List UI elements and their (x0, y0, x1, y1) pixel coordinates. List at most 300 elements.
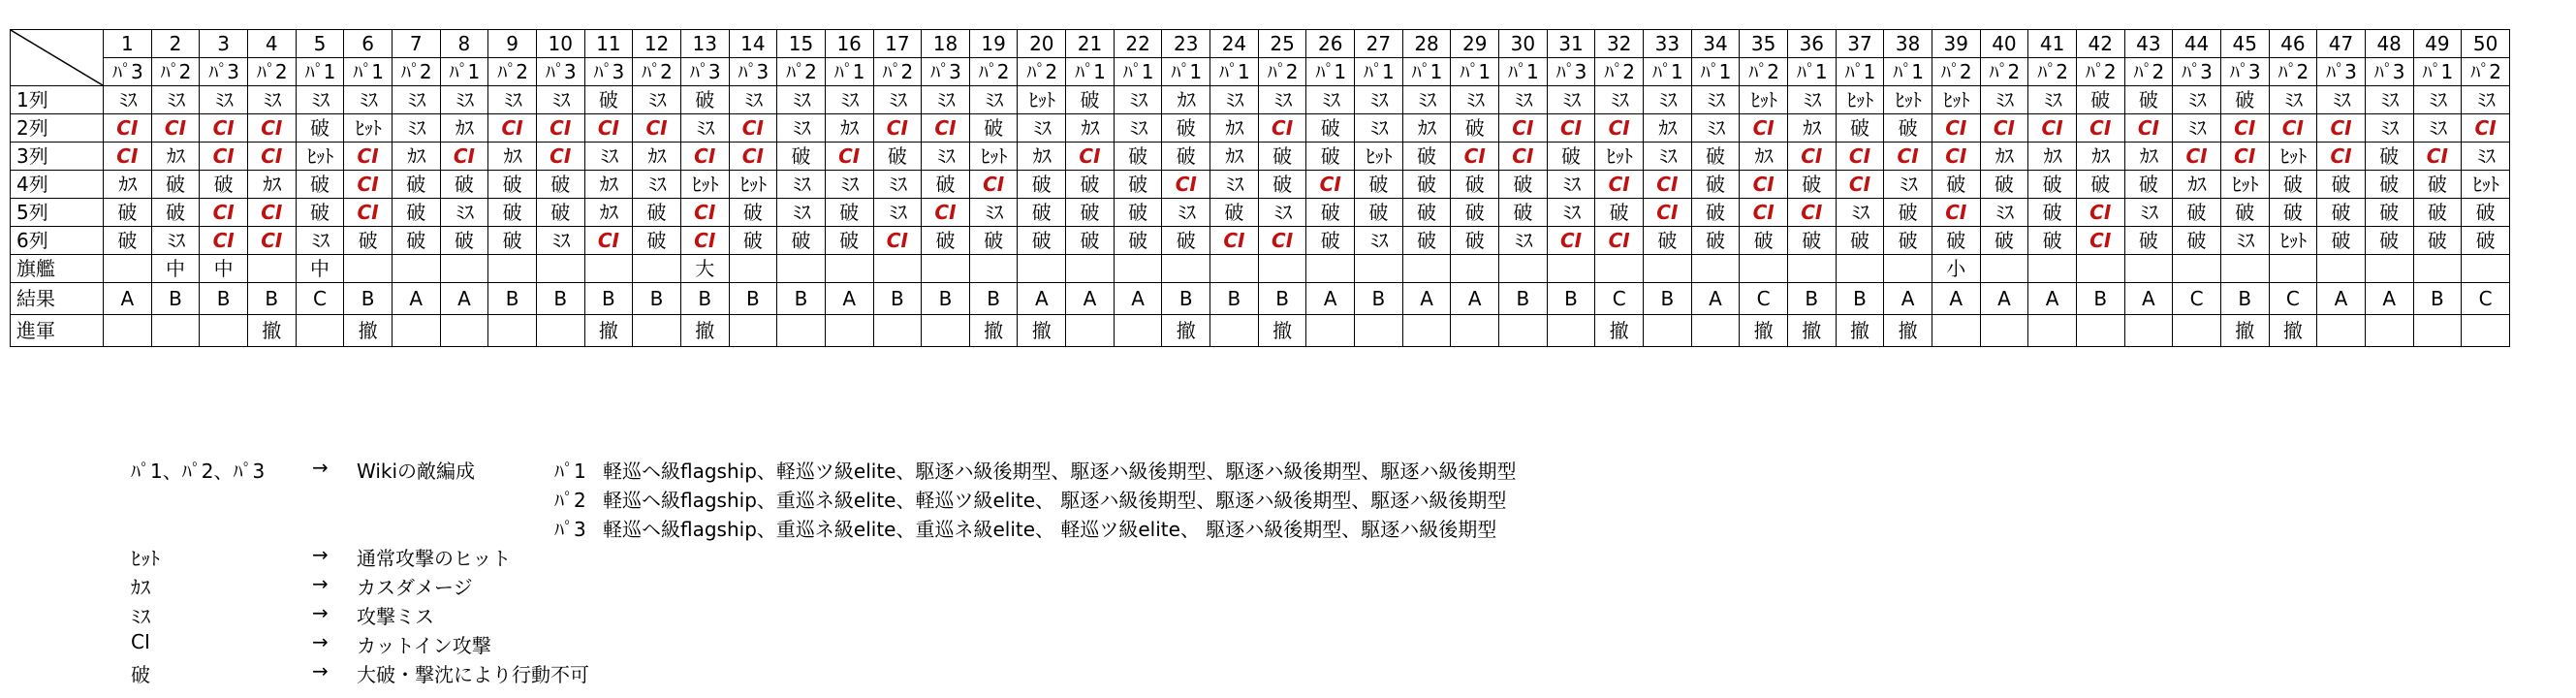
result-cell: A (2317, 283, 2366, 315)
attack-cell: CI (584, 114, 633, 143)
attack-cell: 破 (344, 227, 393, 255)
term-desc: 攻撃ミス (357, 605, 434, 628)
attack-cell: 破 (729, 199, 777, 227)
attack-cell: ﾐｽ (2365, 114, 2413, 143)
advance-cell (873, 315, 922, 347)
attack-cell: 破 (633, 227, 681, 255)
attack-cell: 破 (1066, 171, 1115, 199)
attack-cell: ﾐｽ (392, 86, 440, 114)
attack-cell: ﾐｽ (536, 86, 584, 114)
column-number: 18 (922, 30, 970, 58)
attack-cell: ﾐｽ (922, 86, 970, 114)
attack-cell: 破 (1355, 171, 1403, 199)
pattern-cell: ﾊﾟ3 (2220, 58, 2269, 86)
result-cell: A (1980, 283, 2028, 315)
result-cell: B (344, 283, 393, 315)
column-number: 16 (825, 30, 873, 58)
attack-cell: ｶｽ (1740, 143, 1788, 171)
attack-cell: CI (488, 114, 537, 143)
column-number: 41 (2028, 30, 2077, 58)
flagship-cell: 中 (151, 255, 200, 283)
flagship-cell (1210, 255, 1259, 283)
attack-cell: CI (1740, 171, 1788, 199)
advance-cell (440, 315, 488, 347)
attack-cell: 破 (1451, 227, 1499, 255)
attack-cell: CI (969, 171, 1018, 199)
attack-cell: ｶｽ (2124, 143, 2173, 171)
attack-cell: 破 (1162, 143, 1210, 171)
result-cell: C (2462, 283, 2510, 315)
attack-cell: CI (2173, 143, 2221, 171)
attack-cell: 破 (1066, 86, 1115, 114)
result-cell: A (1114, 283, 1162, 315)
attack-cell: 破 (296, 171, 344, 199)
pattern-cell: ﾊﾟ1 (1402, 58, 1451, 86)
flagship-cell (440, 255, 488, 283)
table-row (11, 86, 2510, 114)
attack-cell: 破 (1114, 143, 1162, 171)
attack-cell: CI (2269, 114, 2317, 143)
attack-cell: CI (1740, 199, 1788, 227)
flagship-cell (1644, 255, 1692, 283)
attack-cell: ﾐｽ (1499, 227, 1548, 255)
column-number: 28 (1402, 30, 1451, 58)
advance-cell (1499, 315, 1548, 347)
column-number: 43 (2124, 30, 2173, 58)
result-cell: B (1499, 283, 1548, 315)
advance-cell (296, 315, 344, 347)
attack-cell: ﾐｽ (104, 86, 152, 114)
advance-cell (1691, 315, 1740, 347)
corner-cell (11, 30, 104, 86)
row-label: 2列 (11, 114, 104, 143)
attack-cell: 破 (1355, 199, 1403, 227)
column-number: 14 (729, 30, 777, 58)
column-number: 5 (296, 30, 344, 58)
attack-cell: 破 (1402, 227, 1451, 255)
attack-cell: ﾐｽ (2028, 86, 2077, 114)
attack-cell: ﾐｽ (2365, 86, 2413, 114)
result-cell: A (2365, 283, 2413, 315)
attack-cell: ﾐｽ (151, 227, 200, 255)
legend-arrow: → (312, 659, 329, 682)
result-cell: B (247, 283, 296, 315)
attack-cell: 破 (296, 114, 344, 143)
attack-cell: 破 (1787, 227, 1836, 255)
attack-cell: ﾋｯﾄ (1355, 143, 1403, 171)
attack-cell: 破 (1884, 199, 1932, 227)
attack-cell: CI (584, 227, 633, 255)
pattern-cell: ﾊﾟ2 (151, 58, 200, 86)
attack-cell: 破 (2413, 171, 2462, 199)
legend-arrow: → (312, 456, 329, 479)
attack-cell: ﾐｽ (1547, 86, 1595, 114)
attack-cell: 破 (969, 227, 1018, 255)
pattern-cell: ﾊﾟ2 (633, 58, 681, 86)
row-label: 結果 (11, 283, 104, 315)
row-label: 3列 (11, 143, 104, 171)
flagship-cell (1402, 255, 1451, 283)
advance-cell: 撤 (1595, 315, 1644, 347)
pattern-cell: ﾊﾟ2 (488, 58, 537, 86)
flagship-cell (1836, 255, 1884, 283)
result-cell: A (440, 283, 488, 315)
attack-cell: ｶｽ (1402, 114, 1451, 143)
result-cell: A (1066, 283, 1115, 315)
attack-cell: ﾐｽ (1162, 199, 1210, 227)
attack-cell: ﾐｽ (633, 171, 681, 199)
attack-cell: CI (2220, 143, 2269, 171)
attack-cell: ﾐｽ (825, 86, 873, 114)
flagship-cell (1306, 255, 1355, 283)
flagship-cell (2269, 255, 2317, 283)
advance-row (11, 315, 2510, 347)
flagship-cell (873, 255, 922, 283)
attack-cell: 破 (2076, 171, 2124, 199)
attack-cell: ｶｽ (440, 114, 488, 143)
table-row (11, 171, 2510, 199)
flagship-cell (633, 255, 681, 283)
attack-cell: ﾋｯﾄ (2220, 171, 2269, 199)
attack-cell: 破 (2413, 199, 2462, 227)
attack-cell: ﾐｽ (2173, 86, 2221, 114)
attack-cell: 破 (1114, 171, 1162, 199)
result-cell: B (536, 283, 584, 315)
attack-cell: CI (247, 114, 296, 143)
advance-cell (200, 315, 248, 347)
attack-cell: ﾐｽ (1210, 171, 1259, 199)
attack-cell: CI (1258, 227, 1306, 255)
attack-cell: ﾐｽ (151, 86, 200, 114)
attack-cell: 破 (1018, 227, 1066, 255)
attack-cell: 破 (873, 143, 922, 171)
pattern-desc: 軽巡ヘ級flagship、重巡ネ級elite、軽巡ツ級elite、 駆逐ハ級後期型、駆逐ハ級後期型、駆逐ハ級後期型 (603, 489, 1507, 512)
column-number: 3 (200, 30, 248, 58)
column-number: 33 (1644, 30, 1692, 58)
result-cell: B (1355, 283, 1403, 315)
attack-cell: 破 (825, 227, 873, 255)
advance-cell: 撤 (2220, 315, 2269, 347)
flagship-cell (2220, 255, 2269, 283)
advance-cell (633, 315, 681, 347)
attack-cell: 破 (1018, 199, 1066, 227)
column-number: 6 (344, 30, 393, 58)
advance-cell (151, 315, 200, 347)
attack-cell: 破 (1787, 171, 1836, 199)
legend-arrow: → (312, 630, 329, 653)
attack-cell: 破 (440, 171, 488, 199)
pattern-cell: ﾊﾟ2 (1258, 58, 1306, 86)
attack-cell: CI (1932, 199, 1980, 227)
attack-cell: 破 (2462, 227, 2510, 255)
flagship-cell (104, 255, 152, 283)
attack-cell: ﾐｽ (1787, 86, 1836, 114)
attack-cell: ﾐｽ (200, 86, 248, 114)
attack-cell: CI (2076, 114, 2124, 143)
attack-cell: 破 (1740, 227, 1788, 255)
attack-cell: 破 (1595, 199, 1644, 227)
attack-cell: 破 (2076, 86, 2124, 114)
attack-cell: CI (680, 143, 729, 171)
attack-cell: ｶｽ (1644, 114, 1692, 143)
attack-cell: 破 (1018, 171, 1066, 199)
flagship-cell (1787, 255, 1836, 283)
advance-cell (2317, 315, 2366, 347)
pattern-cell: ﾊﾟ1 (296, 58, 344, 86)
attack-cell: CI (344, 143, 393, 171)
attack-cell: ﾋｯﾄ (729, 171, 777, 199)
attack-cell: CI (440, 143, 488, 171)
result-cell: A (1451, 283, 1499, 315)
attack-cell: CI (1451, 143, 1499, 171)
result-cell: B (1210, 283, 1259, 315)
column-number: 49 (2413, 30, 2462, 58)
advance-cell (1980, 315, 2028, 347)
attack-cell: 破 (1162, 227, 1210, 255)
attack-cell: ﾐｽ (488, 86, 537, 114)
advance-cell (2462, 315, 2510, 347)
column-number: 26 (1306, 30, 1355, 58)
attack-cell: 破 (1836, 227, 1884, 255)
flagship-cell (1355, 255, 1403, 283)
advance-cell (1114, 315, 1162, 347)
result-cell: B (200, 283, 248, 315)
attack-cell: ﾐｽ (1644, 143, 1692, 171)
flagship-cell (969, 255, 1018, 283)
result-cell: B (584, 283, 633, 315)
result-cell: B (1258, 283, 1306, 315)
attack-cell: ｶｽ (1210, 143, 1259, 171)
flagship-cell (1980, 255, 2028, 283)
attack-cell: 破 (488, 199, 537, 227)
attack-cell: ﾋｯﾄ (1018, 86, 1066, 114)
attack-cell: ﾐｽ (1691, 86, 1740, 114)
flagship-cell (488, 255, 537, 283)
flagship-cell (392, 255, 440, 283)
advance-cell (1402, 315, 1451, 347)
attack-cell: ﾐｽ (2413, 114, 2462, 143)
attack-cell: 破 (1932, 227, 1980, 255)
attack-cell: 破 (2462, 199, 2510, 227)
attack-cell: 破 (1114, 227, 1162, 255)
legend-patterns-key: ﾊﾟ1、ﾊﾟ2、ﾊﾟ3 (131, 460, 266, 483)
header-row-patterns (11, 58, 2510, 86)
advance-cell (488, 315, 537, 347)
attack-cell: 破 (200, 171, 248, 199)
attack-cell: CI (1547, 227, 1595, 255)
attack-cell: 破 (104, 227, 152, 255)
attack-cell: ﾋｯﾄ (1740, 86, 1788, 114)
attack-cell: ｶｽ (488, 143, 537, 171)
attack-cell: 破 (1114, 199, 1162, 227)
result-cell: B (729, 283, 777, 315)
attack-cell: 破 (2365, 227, 2413, 255)
result-cell: B (873, 283, 922, 315)
pattern-cell: ﾊﾟ2 (1018, 58, 1066, 86)
attack-cell: CI (200, 143, 248, 171)
attack-cell: 破 (1162, 114, 1210, 143)
attack-cell: 破 (1306, 143, 1355, 171)
pattern-cell: ﾊﾟ1 (1691, 58, 1740, 86)
result-cell: C (2269, 283, 2317, 315)
advance-cell: 撤 (1018, 315, 1066, 347)
pattern-cell: ﾊﾟ2 (2462, 58, 2510, 86)
flagship-cell (1451, 255, 1499, 283)
flagship-cell (1018, 255, 1066, 283)
attack-cell: ﾐｽ (2220, 227, 2269, 255)
attack-cell: ﾐｽ (633, 86, 681, 114)
table-row (11, 143, 2510, 171)
result-cell: B (2220, 283, 2269, 315)
attack-cell: 破 (1932, 171, 1980, 199)
pattern-cell: ﾊﾟ1 (1836, 58, 1884, 86)
advance-cell (1210, 315, 1259, 347)
attack-cell: ﾐｽ (2317, 86, 2366, 114)
flagship-cell (344, 255, 393, 283)
term-desc: 通常攻撃のヒット (357, 547, 512, 570)
attack-cell: 破 (2365, 171, 2413, 199)
attack-cell: 破 (1499, 199, 1548, 227)
attack-cell: CI (247, 199, 296, 227)
column-number: 36 (1787, 30, 1836, 58)
attack-cell: CI (1932, 114, 1980, 143)
flagship-cell: 大 (680, 255, 729, 283)
column-number: 8 (440, 30, 488, 58)
column-number: 30 (1499, 30, 1548, 58)
pattern-cell: ﾊﾟ3 (922, 58, 970, 86)
attack-cell: ﾐｽ (1258, 86, 1306, 114)
attack-cell: CI (1258, 114, 1306, 143)
attack-cell: CI (1980, 114, 2028, 143)
attack-cell: CI (344, 199, 393, 227)
attack-cell: ｶｽ (584, 199, 633, 227)
advance-cell: 撤 (1162, 315, 1210, 347)
attack-cell: ﾋｯﾄ (969, 143, 1018, 171)
attack-cell: 破 (680, 86, 729, 114)
attack-cell: ﾐｽ (873, 199, 922, 227)
attack-cell: 破 (2365, 199, 2413, 227)
attack-cell: CI (1836, 171, 1884, 199)
attack-cell: 破 (1402, 171, 1451, 199)
column-number: 39 (1932, 30, 1980, 58)
attack-cell: ﾐｽ (392, 114, 440, 143)
term-desc: カットイン攻撃 (357, 634, 491, 657)
column-number: 1 (104, 30, 152, 58)
attack-cell: CI (922, 114, 970, 143)
flagship-cell (2076, 255, 2124, 283)
flagship-cell (1691, 255, 1740, 283)
attack-cell: 破 (392, 227, 440, 255)
advance-cell (729, 315, 777, 347)
result-cell: A (2028, 283, 2077, 315)
result-row (11, 283, 2510, 315)
attack-cell: 破 (1836, 114, 1884, 143)
attack-cell: CI (1595, 227, 1644, 255)
pattern-cell: ﾊﾟ1 (1210, 58, 1259, 86)
pattern-cell: ﾊﾟ1 (1162, 58, 1210, 86)
term-key: ﾐｽ (131, 605, 150, 628)
attack-cell: 破 (1980, 171, 2028, 199)
result-cell: B (1547, 283, 1595, 315)
result-cell: B (2413, 283, 2462, 315)
advance-cell: 撤 (969, 315, 1018, 347)
advance-cell (777, 315, 826, 347)
attack-cell: ﾐｽ (873, 171, 922, 199)
result-cell: C (2173, 283, 2221, 315)
result-cell: B (2076, 283, 2124, 315)
attack-cell: ﾐｽ (247, 86, 296, 114)
attack-cell: 破 (1451, 171, 1499, 199)
attack-cell: 破 (633, 199, 681, 227)
attack-cell: 破 (1691, 171, 1740, 199)
pattern-cell: ﾊﾟ1 (1306, 58, 1355, 86)
attack-cell: CI (2028, 114, 2077, 143)
attack-cell: CI (680, 199, 729, 227)
pattern-desc: 軽巡ヘ級flagship、重巡ネ級elite、重巡ネ級elite、 軽巡ツ級elite、 駆逐ハ級後期型、駆逐ハ級後期型 (603, 518, 1497, 541)
advance-cell (1355, 315, 1403, 347)
attack-cell: 破 (922, 171, 970, 199)
attack-cell: 破 (1691, 199, 1740, 227)
attack-cell: ﾐｽ (825, 171, 873, 199)
attack-cell: CI (1787, 143, 1836, 171)
pattern-cell: ﾊﾟ1 (344, 58, 393, 86)
column-number: 2 (151, 30, 200, 58)
attack-cell: ﾋｯﾄ (1884, 86, 1932, 114)
attack-cell: CI (1595, 114, 1644, 143)
flagship-cell (2124, 255, 2173, 283)
attack-cell: 破 (777, 227, 826, 255)
attack-cell: CI (247, 227, 296, 255)
attack-cell: CI (2124, 114, 2173, 143)
column-number: 46 (2269, 30, 2317, 58)
attack-cell: ﾋｯﾄ (1932, 86, 1980, 114)
row-label: 1列 (11, 86, 104, 114)
column-number: 34 (1691, 30, 1740, 58)
attack-cell: ﾐｽ (2124, 199, 2173, 227)
flagship-cell (1066, 255, 1115, 283)
attack-cell: ｶｽ (2076, 143, 2124, 171)
legend-arrow: → (312, 543, 329, 566)
flagship-cell (729, 255, 777, 283)
attack-cell: 破 (1884, 227, 1932, 255)
result-cell: B (969, 283, 1018, 315)
attack-cell: ﾋｯﾄ (344, 114, 393, 143)
pattern-cell: ﾊﾟ2 (392, 58, 440, 86)
attack-cell: ﾐｽ (2173, 114, 2221, 143)
attack-cell: 破 (392, 199, 440, 227)
attack-cell: 破 (1066, 227, 1115, 255)
attack-cell: CI (1210, 227, 1259, 255)
attack-cell: ﾋｯﾄ (1595, 143, 1644, 171)
result-cell: B (1787, 283, 1836, 315)
flagship-cell (536, 255, 584, 283)
attack-cell: ﾐｽ (777, 199, 826, 227)
column-number: 25 (1258, 30, 1306, 58)
table-row (11, 114, 2510, 143)
column-number: 17 (873, 30, 922, 58)
attack-cell: ﾋｯﾄ (296, 143, 344, 171)
attack-cell: ｶｽ (1018, 143, 1066, 171)
pattern-cell: ﾊﾟ2 (777, 58, 826, 86)
pattern-cell: ﾊﾟ1 (1787, 58, 1836, 86)
attack-cell: 破 (536, 199, 584, 227)
column-number: 27 (1355, 30, 1403, 58)
pattern-cell: ﾊﾟ1 (1451, 58, 1499, 86)
attack-cell: ﾋｯﾄ (2269, 227, 2317, 255)
attack-cell: ｶｽ (825, 114, 873, 143)
attack-cell: ﾐｽ (2462, 86, 2510, 114)
result-cell: A (1691, 283, 1740, 315)
